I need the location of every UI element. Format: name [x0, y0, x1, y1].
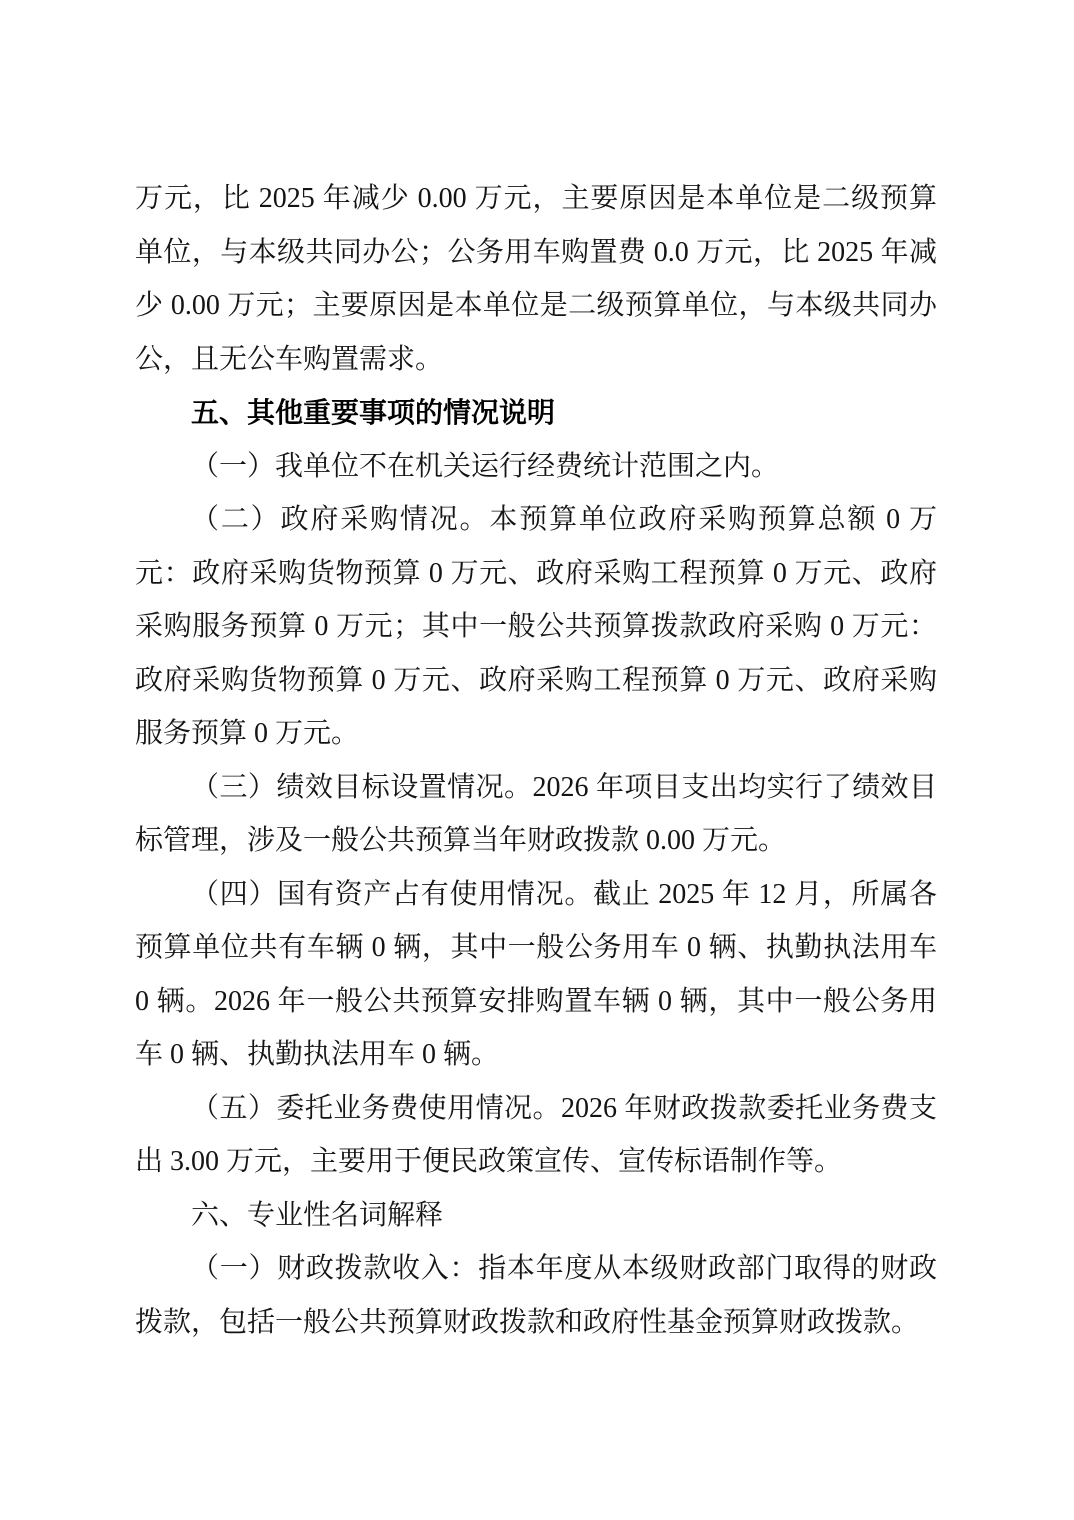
section-heading-6-terminology: 六、专业性名词解释: [191, 1199, 444, 1231]
paragraph-2-government-procurement: （二）政府采购情况。本预算单位政府采购预算总额 0 万元：政府采购货物预算 0 万元、政府采购工程预算 0 万元、政府采购服务预算 0 万元；其中一般公共预算拨款政府采购 0 万元：政府采购货物预算 0 万元、政府采购工程预算 0 万元、政府采购服务预算 0 万元。: [135, 504, 937, 749]
paragraph-continuation-vehicle-budget: 万元，比 2025 年减少 0.00 万元，主要原因是本单位是二级预算单位，与本级共同办公；公务用车购置费 0.0 万元，比 2025 年减少 0.00 万元；主要原因是本单位是二级预算单位，与本级共同办公，且无公车购置需求。: [135, 183, 937, 375]
paragraph-6-fiscal-appropriation-income: （一）财政拨款收入：指本年度从本级财政部门取得的财政拨款，包括一般公共预算财政拨款和政府性基金预算财政拨款。: [135, 1253, 937, 1338]
text-block: [135, 172, 937, 1349]
paragraph-4-state-owned-assets: （四）国有资产占有使用情况。截止 2025 年 12 月，所属各预算单位共有车辆 0 辆，其中一般公务用车 0 辆、执勤执法用车 0 辆。2026 年一般公共预算安排购置车辆 0 辆，其中一般公务用车 0 辆、执勤执法用车 0 辆。: [135, 878, 937, 1070]
paragraph-3-performance-targets: （三）绩效目标设置情况。2026 年项目支出均实行了绩效目标管理，涉及一般公共预算当年财政拨款 0.00 万元。: [135, 771, 937, 856]
section-heading-5-other-important-matters: 五、其他重要事项的情况说明: [191, 397, 556, 428]
paragraph-5-entrusted-business-fees: （五）委托业务费使用情况。2026 年财政拨款委托业务费支出 3.00 万元，主要用于便民政策宣传、宣传标语制作等。: [135, 1092, 937, 1177]
paragraph-1-operating-expense-scope: （一）我单位不在机关运行经费统计范围之内。: [191, 450, 780, 482]
